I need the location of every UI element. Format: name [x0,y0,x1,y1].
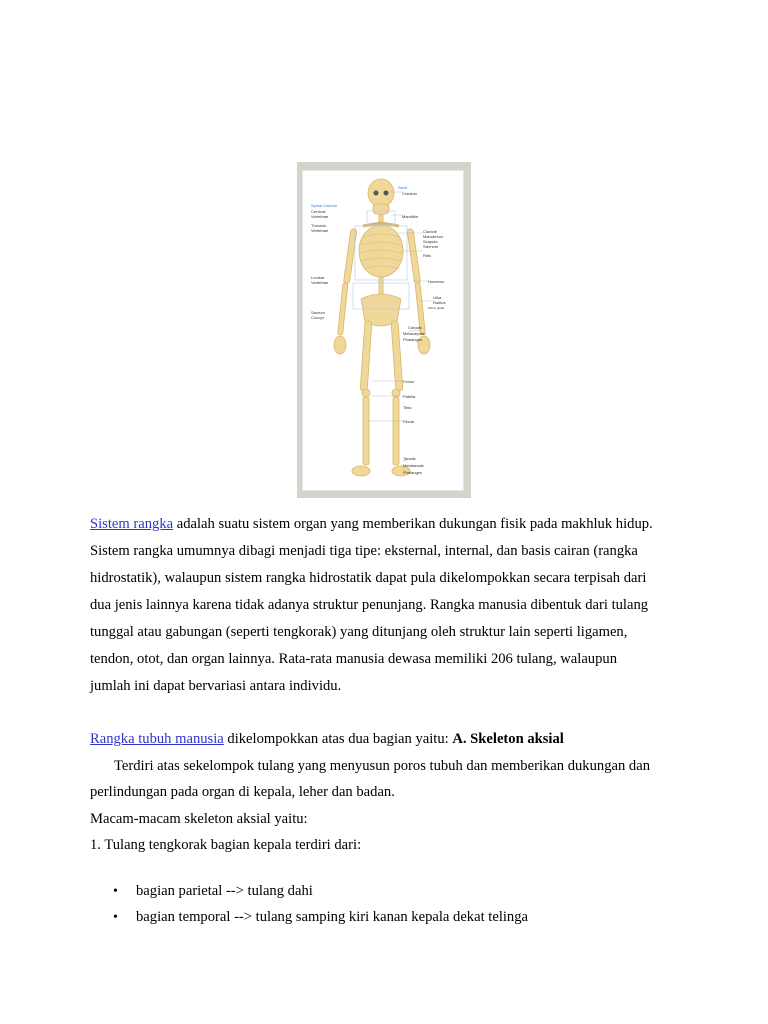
para1-line-6: tendon, otot, dan organ lainnya. Rata-rata manusia dewasa memiliki 206 tulang, walaupun [90,651,617,667]
label-mandible: Mandible [402,214,419,219]
label-cranium: Cranium [402,191,418,196]
label-coccyx: Coccyx [311,315,325,320]
label-vertebrae-2: Vertebrae [311,228,329,233]
sistem-rangka-link[interactable]: Sistem rangka [90,516,174,532]
bullet-item-2: bagian temporal --> tulang samping kiri kanan kepala dekat telinga [136,909,528,925]
bullet-item-1: bagian parietal --> tulang dahi [136,883,313,899]
label-vertebrae-1: Vertebrae [311,214,329,219]
para1-line-1-text: adalah suatu sistem organ yang memberikan dukungan fisik pada makhluk hidup. [173,516,653,532]
skeleton-image [302,170,464,491]
label-metatarsals: Metatarsals [403,463,424,468]
label-ulna: Ulna [433,295,442,300]
label-tarsals: Tarsals [403,456,416,461]
para2-line-2: Terdiri atas sekelompok tulang yang menyusun poros tubuh dan memberikan dukungan dan [114,758,650,774]
para1-line-5: tunggal atau gabungan (seperti tengkorak) yang ditunjang oleh struktur lain seperti ligamen, [90,624,628,640]
label-humerus: Humerus [428,279,445,284]
para1-line-3: hidrostatik), walaupun sistem rangka hidrostatik dapat pula dikelompokkan secara terpisah dari [90,570,647,586]
label-manubrium: Manubrium [423,234,444,239]
label-ribs: Ribs [423,253,432,258]
label-sacrum: Sacrum [311,310,325,315]
section-heading-skeleton-aksial: A. Skeleton aksial [452,731,564,747]
skeleton-svg [303,171,465,492]
label-metacarpals: Metacarpals [403,331,425,336]
label-cervical: Cervical [311,209,326,214]
label-radius: Radius [433,300,446,305]
label-thoracic: Thoracic [311,223,327,228]
para1-line-1 [90,516,653,533]
label-tibia: Tibia [403,405,412,410]
label-carpals: Carpals [408,325,422,330]
label-skull: Skull [398,185,407,190]
para2-line-4: Macam-macam skeleton aksial yaitu: [90,811,308,827]
label-spinal-column: Spinal Column [311,203,338,208]
label-pelvic: Pelvic girdle [428,306,445,310]
skull-shape [368,179,394,207]
label-patella: Patella [403,394,416,399]
label-fibula: Fibula [403,419,414,424]
rangka-tubuh-manusia-link[interactable]: Rangka tubuh manusia [90,731,224,747]
para2-line-1-text: dikelompokkan atas dua bagian yaitu: [223,731,453,747]
bullet-dot-2: • [113,910,118,925]
label-vertebrae-3: Vertebrae [311,280,329,285]
label-clavicle: Clavicle [423,229,438,234]
label-lumbar: Lumbar [311,275,325,280]
para1-line-4: dua jenis lainnya karena tidak adanya struktur penunjang. Rangka manusia dibentuk dari tulang [90,597,649,613]
para2-line-3: perlindungan pada organ di kepala, leher dan badan. [90,784,395,800]
skeleton-figure [297,162,471,498]
label-femur: Femur [403,379,415,384]
bullet-dot-1: • [113,884,118,899]
para1-line-2: Sistem rangka umumnya dibagi menjadi tiga tipe: eksternal, internal, dan basis cairan (rangka [90,543,638,559]
label-sternum: Sternum [423,244,439,249]
para2-line-1 [90,731,564,748]
para1-line-7: jumlah ini dapat bervariasi antara individu. [90,678,342,694]
label-scapula: Scapula [423,239,438,244]
label-phalanges-1: Phalanges [403,337,422,342]
label-phalanges-2: Phalanges [403,470,422,475]
para2-line-5: 1. Tulang tengkorak bagian kepala terdiri dari: [90,837,362,853]
